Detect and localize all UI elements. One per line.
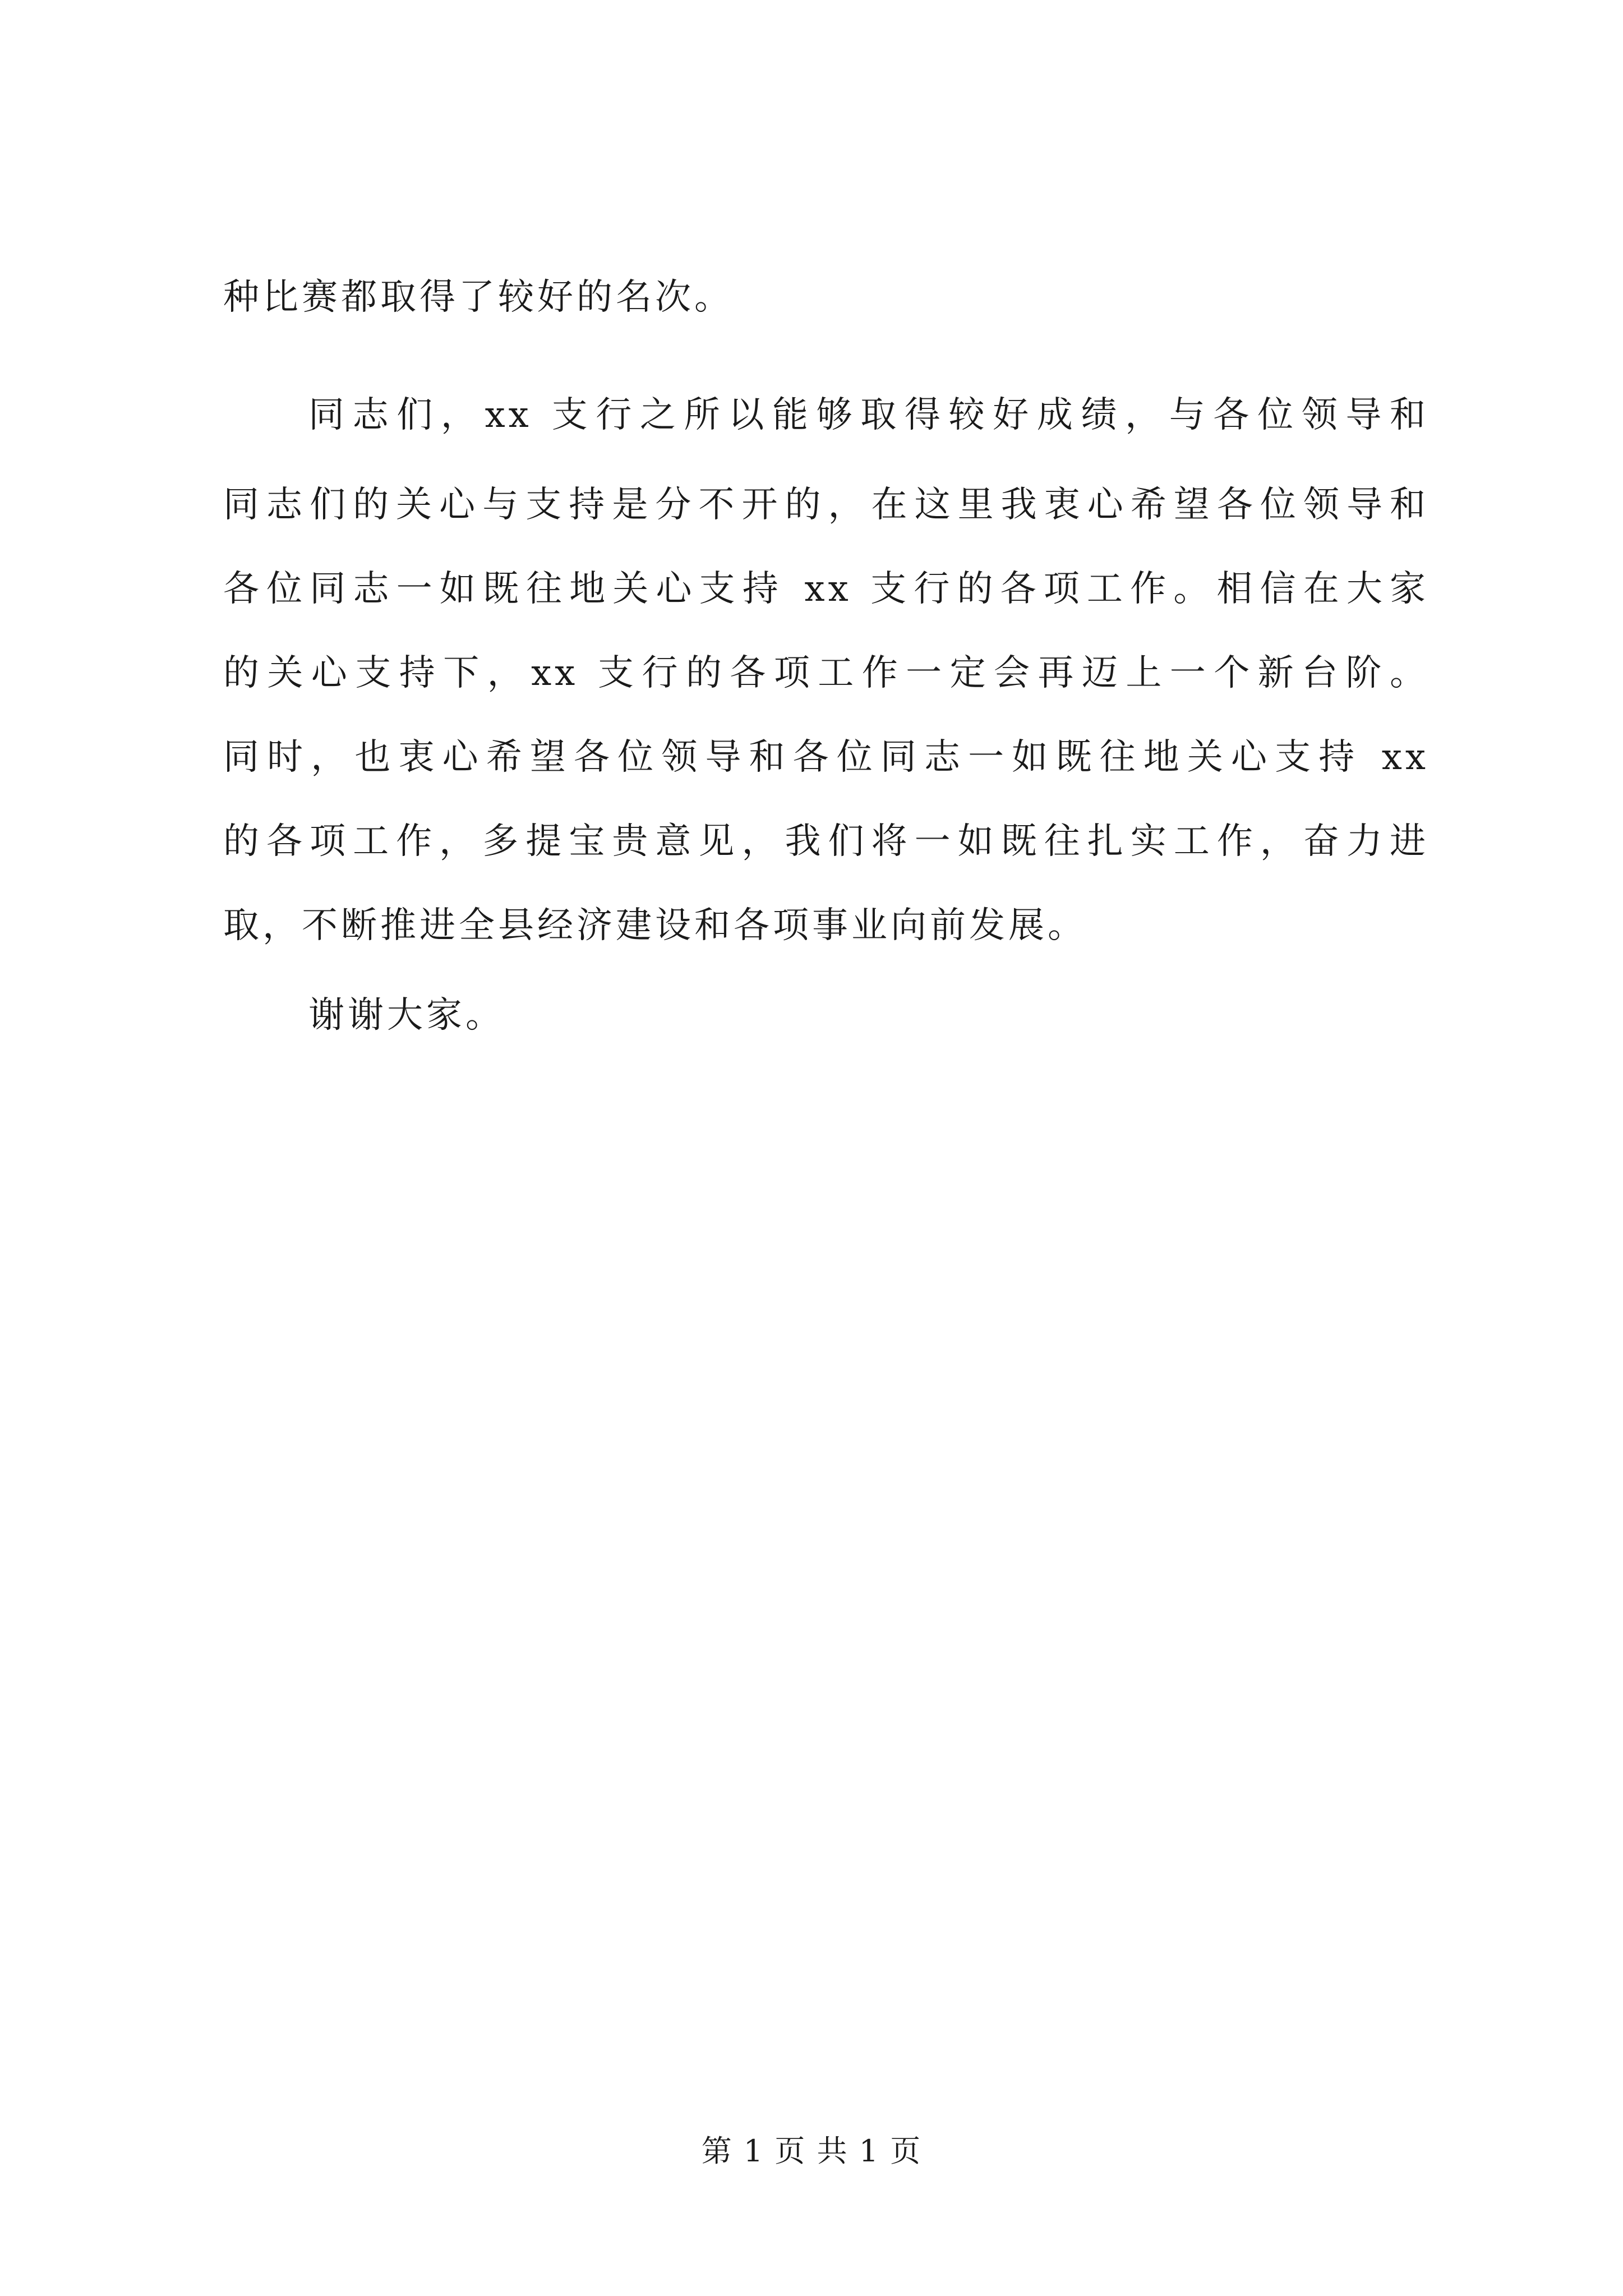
paragraph-2-line-3: 各位同志一如既往地关心支持 xx 支行的各项工作。相信在大家 [223,568,1429,610]
paragraph-2-line-7: 取，不断推进全县经济建设和各项事业向前发展。 [223,905,1087,946]
paragraph-2-line-1: 同志们，xx 支行之所以能够取得较好成绩，与各位领导和 [308,394,1429,436]
paragraph-2-line-4: 的关心支持下，xx 支行的各项工作一定会再迈上一个新台阶。 [223,652,1429,694]
paragraph-2-line-6: 的各项工作，多提宝贵意见，我们将一如既往扎实工作，奋力进 [223,821,1429,862]
paragraph-3-line-1: 谢谢大家。 [308,995,505,1036]
page-number-footer: 第 1 页 共 1 页 [701,2133,922,2169]
paragraph-1-line-1: 种比赛都取得了较好的名次。 [223,277,734,318]
paragraph-2-line-5: 同时，也衷心希望各位领导和各位同志一如既往地关心支持 xx [223,737,1429,778]
paragraph-2-line-2: 同志们的关心与支持是分不开的，在这里我衷心希望各位领导和 [223,484,1429,526]
